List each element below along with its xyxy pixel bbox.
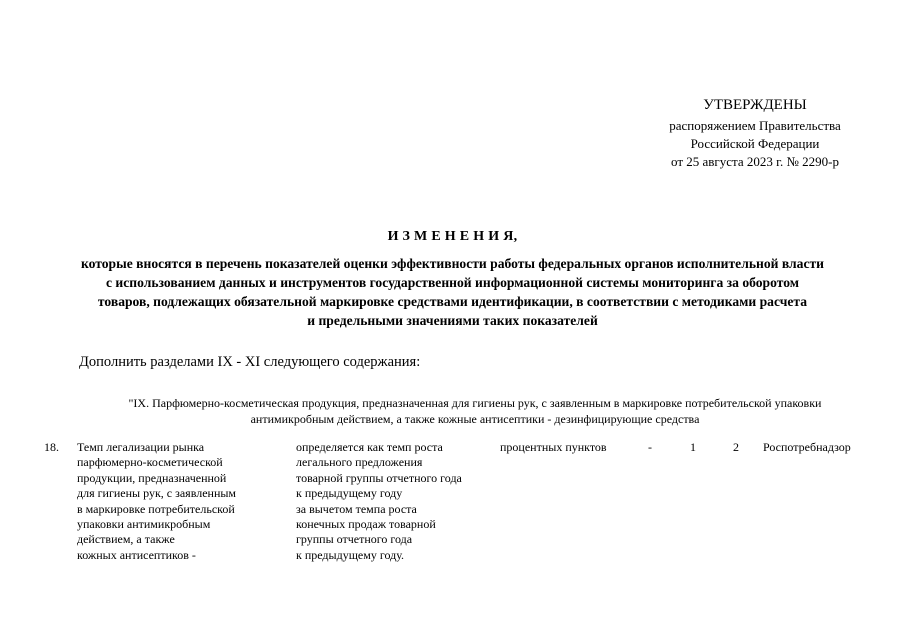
indicator-name-line: для гигиены рук, с заявленным: [77, 486, 237, 501]
method-line: товарной группы отчетного года: [296, 470, 462, 485]
instruction-text: Дополнить разделами IX - XI следующего содержания:: [79, 354, 421, 370]
approval-line: Российской Федерации: [690, 136, 820, 151]
indicator-name-line: упаковки антимикробным: [77, 517, 211, 532]
method-line: к предыдущему году: [296, 486, 403, 501]
unit-of-measure: процентных пунктов: [500, 440, 607, 454]
indicator-name-line: действием, а также: [77, 532, 175, 547]
method-line: группы отчетного года: [296, 532, 413, 547]
section-heading: [80, 395, 870, 427]
method-line: определяется как темп роста: [296, 440, 443, 454]
approval-line: от 25 августа 2023 г. № 2290-р: [671, 154, 839, 169]
subtitle-line: и предельными значениями таких показателей: [307, 313, 598, 328]
section-heading-line: "IX. Парфюмерно-косметическая продукция, предназначенная для гигиены рук, с заявленным в маркировке потребительской упаковки: [128, 396, 822, 410]
indicator-name-line: Темп легализации рынка: [77, 440, 205, 454]
target-value-2: 2: [733, 440, 739, 454]
method-line: легального предложения: [296, 455, 423, 470]
section-heading-line: антимикробным действием, а также кожные антисептики - дезинфицирующие средства: [250, 412, 700, 426]
approval-stamp: УТВЕРЖДЕНЫ: [703, 97, 807, 113]
responsible-agency: Роспотребнадзор: [763, 440, 851, 454]
indicator-name-line: кожных антисептиков -: [77, 547, 196, 562]
method-line: конечных продаж товарной: [296, 517, 436, 532]
subtitle-line: товаров, подлежащих обязательной маркировке средствами идентификации, в соответствии с методиками расчета: [97, 294, 808, 309]
indicator-name-line: в маркировке потребительской: [77, 501, 235, 516]
subtitle-line: с использованием данных и инструментов государственной информационной системы мониторинга за оборотом: [105, 275, 800, 290]
document-subtitle: [20, 254, 885, 330]
calculation-method: [296, 440, 496, 563]
indicator-name-line: парфюмерно-косметической: [77, 455, 223, 470]
approval-block: [640, 95, 870, 171]
target-value-1: 1: [690, 440, 696, 454]
approval-line: распоряжением Правительства: [669, 118, 841, 133]
base-value: -: [648, 440, 652, 454]
row-number: 18.: [44, 440, 59, 454]
document-title: И З М Е Н Е Н И Я,: [387, 229, 518, 244]
method-line: за вычетом темпа роста: [296, 501, 417, 516]
indicator-name-line: продукции, предназначенной: [77, 470, 227, 485]
method-line: к предыдущему году.: [296, 547, 405, 562]
subtitle-line: которые вносятся в перечень показателей оценки эффективности работы федеральных органов исполнительной власти: [80, 256, 824, 271]
indicator-name: [77, 440, 282, 563]
